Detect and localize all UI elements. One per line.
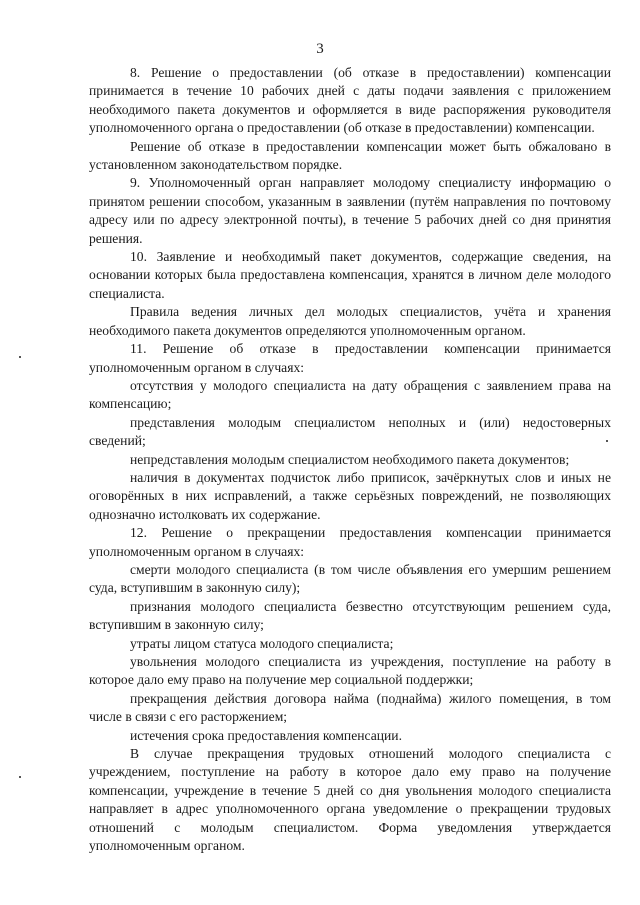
termination-case-dismissal: увольнения молодого специалиста из учреждения, поступление на работу в которое дало ему право на получение мер социальной поддержки; [89, 654, 611, 688]
paragraph-employment-termination: В случае прекращения трудовых отношений молодого специалиста с учреждением, поступление на работу в которое дало ему право на получение компенсации, учреждение в течение 5 дней со дня увольнения молодого специалиста направляет в адрес уполномоченного органа уведомление о прекращении трудовых отношений с молодым специалистом. Форма уведомления утверждается уполномоченным органом. [89, 746, 611, 854]
page-number: 3 [316, 41, 324, 57]
refusal-case-incomplete-info: представления молодым специалистом неполных и (или) недостоверных сведений; [89, 414, 611, 449]
termination-case-lease-end: прекращения действия договора найма (поднайма) жилого помещения, в том числе в связи с его расторжением; [89, 690, 611, 725]
refusal-case-missing-documents: непредставления молодым специалистом необходимого пакета документов; [130, 451, 570, 467]
paragraph-11-refusal: 11. Решение об отказе в предоставлении компенсации принимается уполномоченным органом в случаях: [89, 341, 611, 375]
paragraph-9-notification: 9. Уполномоченный орган направляет молодому специалисту информацию о принятом решении способом, указанным в заявлении (путём направления по почтовому адресу или по адресу электронной почты), в течение 5 рабочих дней со дня принятия решения. [89, 175, 611, 246]
termination-case-missing: признания молодого специалиста безвестно отсутствующим решением суда, вступившим в законную силу; [89, 598, 611, 633]
document-body [89, 64, 611, 855]
refusal-case-corrections: наличия в документах подчисток либо приписок, зачёркнутых слов и иных не оговорённых в них исправлений, а также серьёзных повреждений, не позволяющих однозначно истолковать их содержание. [89, 469, 611, 522]
scan-mark [19, 356, 21, 358]
termination-case-death: смерти молодого специалиста (в том числе объявления его умершим решением суда, вступившим в законную силу); [89, 561, 611, 596]
scan-mark [606, 440, 608, 442]
paragraph-appeal: Решение об отказе в предоставлении компенсации может быть обжаловано в установленном законодательством порядке. [89, 138, 611, 173]
scan-mark [19, 776, 21, 778]
paragraph-12-termination: 12. Решение о прекращении предоставления компенсации принимается уполномоченным органом в случаях: [89, 525, 611, 559]
refusal-case-no-right: отсутствия у молодого специалиста на дату обращения с заявлением права на компенсацию; [89, 377, 611, 412]
paragraph-records-rules: Правила ведения личных дел молодых специалистов, учёта и хранения необходимого пакета документов определяются уполномоченным органом. [89, 304, 611, 338]
termination-case-term-expiry: истечения срока предоставления компенсации. [130, 727, 402, 743]
paragraph-10-storage: 10. Заявление и необходимый пакет документов, содержащие сведения, на основании которых была предоставлена компенсация, хранятся в личном деле молодого специалиста. [89, 249, 611, 301]
paragraph-8-decision: 8. Решение о предоставлении (об отказе в предоставлении) компенсации принимается в течение 10 рабочих дней с даты подачи заявления с приложением необходимого пакета документов и оформляется в виде распоряжения руководителя уполномоченного органа о предоставлении (об отказе в предоставлении) компенсации. [89, 65, 611, 136]
termination-case-status-loss: утраты лицом статуса молодого специалиста; [130, 635, 394, 651]
